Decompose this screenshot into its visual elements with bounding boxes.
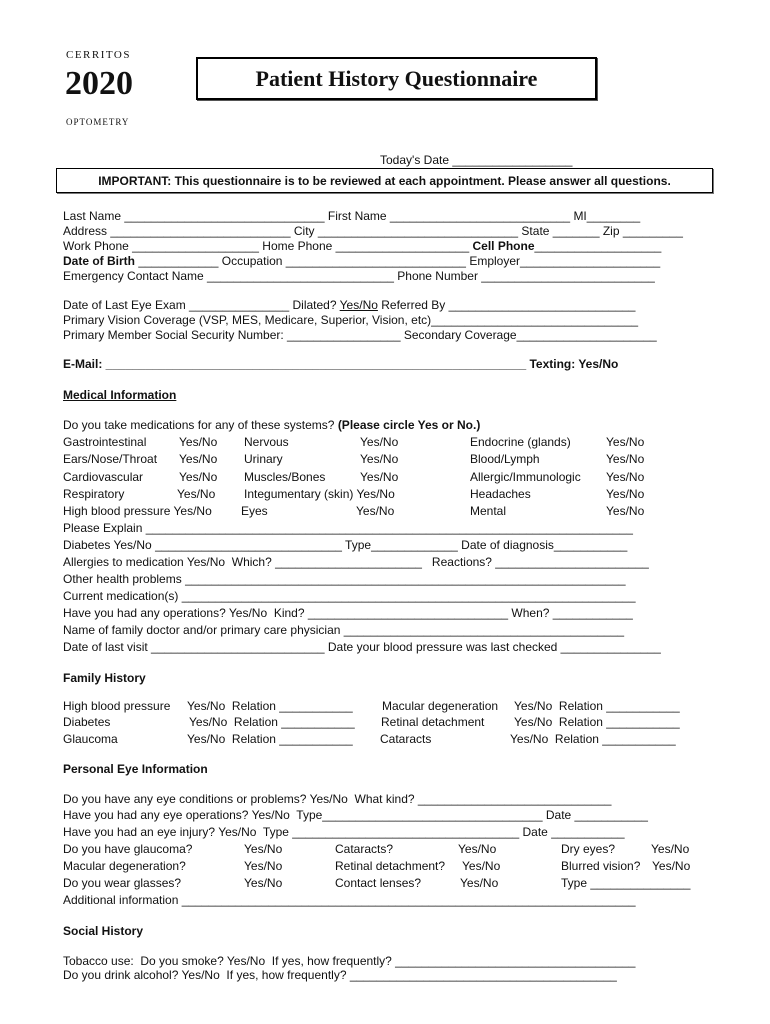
medical-yes-no[interactable]: Yes/No — [177, 487, 216, 501]
phone-label: Work Phone ___________________ Home Phone ____________________ — [63, 239, 473, 253]
eye-question-label[interactable]: Type _______________ — [561, 876, 691, 890]
medical-yes-no[interactable]: Yes/No — [606, 452, 645, 466]
medical-yes-no[interactable]: Yes/No — [606, 504, 645, 518]
medical-system-label: Gastrointestinal — [63, 435, 147, 449]
family-condition-label: Macular degeneration — [382, 699, 499, 713]
eye-exam-line[interactable] — [63, 298, 635, 312]
medical-system-label: Nervous — [244, 435, 289, 449]
medications-question — [63, 418, 480, 432]
eye-conditions-line[interactable]: Do you have any eye conditions or problems? Yes/No What kind? _____________________________ — [63, 792, 612, 806]
family-yes-no-relation[interactable]: Yes/No Relation ___________ — [510, 732, 676, 746]
medical-system-label: Cardiovascular — [63, 470, 144, 484]
medical-system-label: Muscles/Bones — [244, 470, 326, 484]
medical-yes-no[interactable]: Yes/No — [606, 487, 645, 501]
todays-date-field[interactable]: Today's Date __________________ — [380, 153, 573, 167]
title-box — [196, 57, 597, 100]
alcohol-line[interactable]: Do you drink alcohol? Yes/No If yes, how frequently? ________________________________________ — [63, 968, 617, 982]
explain-line[interactable]: Please Explain _________________________________________________________________________ — [63, 521, 633, 535]
eye-question-label: Do you have glaucoma? — [63, 842, 193, 856]
medical-system-label: Eyes — [241, 504, 268, 518]
other-problems-line[interactable]: Other health problems __________________________________________________________________ — [63, 572, 626, 586]
additional-info-line[interactable]: Additional information ____________________________________________________________________ — [63, 893, 636, 907]
medical-yes-no[interactable]: Yes/No — [360, 435, 399, 449]
cell-phone-field[interactable]: ___________________ — [534, 239, 662, 253]
last-exam-label: Date of Last Eye Exam _______________ Dilated? — [63, 298, 340, 312]
emergency-contact-line[interactable]: Emergency Contact Name ____________________________ Phone Number __________________________ — [63, 269, 655, 283]
dilated-yes-no[interactable]: Yes/No — [339, 298, 378, 312]
family-condition-label: Diabetes — [63, 715, 111, 729]
medical-system-label: Respiratory — [63, 487, 125, 501]
eye-question-label: Retinal detachment? — [335, 859, 446, 873]
medications-instruction: (Please circle Yes or No.) — [337, 418, 481, 432]
medical-yes-no[interactable]: Yes/No — [179, 470, 218, 484]
vision-coverage-line[interactable]: Primary Vision Coverage (VSP, MES, Medicare, Superior, Vision, etc)_______________________________ — [63, 313, 639, 327]
medications-question-text: Do you take medications for any of these systems? — [63, 418, 338, 432]
important-text: IMPORTANT: This questionnaire is to be reviewed at each appointment. Please answer all questions. — [98, 173, 671, 188]
referred-by-field[interactable]: Referred By ____________________________ — [377, 298, 636, 312]
logo-number: 2020 — [65, 65, 133, 102]
eye-question-label: Macular degeneration? — [63, 859, 186, 873]
address-line[interactable]: Address ___________________________ City ______________________________ State _______ Zip _________ — [63, 224, 683, 238]
eye-yes-no[interactable]: Yes/No — [244, 876, 283, 890]
medical-system-label: High blood pressure Yes/No — [63, 504, 212, 518]
family-doctor-line[interactable]: Name of family doctor and/or primary care physician __________________________________________ — [63, 623, 625, 637]
medical-yes-no[interactable]: Yes/No — [360, 452, 399, 466]
medical-yes-no[interactable]: Yes/No — [606, 435, 645, 449]
eye-yes-no[interactable]: Yes/No — [460, 876, 499, 890]
page-title: Patient History Questionnaire — [255, 65, 538, 91]
medical-yes-no[interactable]: Yes/No — [179, 435, 218, 449]
medical-system-label: Mental — [470, 504, 507, 518]
eye-question-label: Contact lenses? — [335, 876, 422, 890]
name-line[interactable]: Last Name ______________________________ First Name ___________________________ MI________ — [63, 209, 641, 223]
family-condition-label: Cataracts — [380, 732, 432, 746]
eye-question-label: Blurred vision? — [561, 859, 641, 873]
medical-yes-no[interactable]: Yes/No — [360, 470, 399, 484]
logo-optometry-text: OPTOMETRY — [66, 117, 130, 127]
eye-operations-line[interactable]: Have you had any eye operations? Yes/No Type_________________________________ Date ___________ — [63, 808, 648, 822]
family-yes-no-relation[interactable]: Yes/No Relation ___________ — [514, 715, 680, 729]
medical-system-label: Endocrine (glands) — [470, 435, 571, 449]
current-medications-line[interactable]: Current medication(s) ____________________________________________________________________ — [63, 589, 636, 603]
dob-occupation-fields[interactable]: ____________ Occupation ___________________________ Employer_____________________ — [135, 254, 661, 268]
eye-yes-no[interactable]: Yes/No — [458, 842, 497, 856]
tobacco-line[interactable]: Tobacco use: Do you smoke? Yes/No If yes, how frequently? ____________________________________ — [63, 954, 636, 968]
dob-label: Date of Birth — [63, 254, 135, 268]
medical-yes-no[interactable]: Yes/No — [179, 452, 218, 466]
diabetes-line[interactable]: Diabetes Yes/No ____________________________ Type_____________ Date of diagnosis___________ — [63, 538, 628, 552]
family-heading: Family History — [63, 671, 146, 685]
eye-question-label: Dry eyes? — [561, 842, 616, 856]
medical-system-label: Headaches — [470, 487, 531, 501]
family-yes-no-relation[interactable]: Yes/No Relation ___________ — [187, 699, 353, 713]
medical-system-label: Integumentary (skin) Yes/No — [244, 487, 395, 501]
family-condition-label: Glaucoma — [63, 732, 118, 746]
eye-yes-no[interactable]: Yes/No — [244, 859, 283, 873]
eye-yes-no[interactable]: Yes/No — [244, 842, 283, 856]
medical-yes-no[interactable]: Yes/No — [606, 470, 645, 484]
logo-2020-mark — [63, 60, 133, 120]
medical-yes-no[interactable]: Yes/No — [356, 504, 395, 518]
social-heading: Social History — [63, 924, 144, 938]
logo-cerritos-text: CERRITOS — [66, 49, 131, 61]
eye-yes-no[interactable]: Yes/No — [651, 842, 690, 856]
medical-system-label: Urinary — [244, 452, 283, 466]
email-line[interactable]: E-Mail: _______________________________________________________________ Texting: Yes/No — [63, 357, 619, 371]
family-yes-no-relation[interactable]: Yes/No Relation ___________ — [514, 699, 680, 713]
operations-line[interactable]: Have you had any operations? Yes/No Kind? ______________________________ When? ____________ — [63, 606, 633, 620]
family-yes-no-relation[interactable]: Yes/No Relation ___________ — [187, 732, 353, 746]
last-visit-line[interactable]: Date of last visit __________________________ Date your blood pressure was last checked _______________ — [63, 640, 661, 654]
ssn-line[interactable]: Primary Member Social Security Number: _________________ Secondary Coverage_____________________ — [63, 328, 657, 342]
family-condition-label: Retinal detachment — [381, 715, 485, 729]
cell-phone-label: Cell Phone — [472, 239, 535, 253]
eye-yes-no[interactable]: Yes/No — [652, 859, 691, 873]
personal-heading: Personal Eye Information — [63, 762, 208, 776]
medical-system-label: Blood/Lymph — [470, 452, 540, 466]
medical-system-label: Allergic/Immunologic — [470, 470, 581, 484]
eye-injury-line[interactable]: Have you had an eye injury? Yes/No Type __________________________________ Date ___________ — [63, 825, 625, 839]
medical-heading: Medical Information — [63, 388, 177, 402]
family-yes-no-relation[interactable]: Yes/No Relation ___________ — [189, 715, 355, 729]
eye-yes-no[interactable]: Yes/No — [462, 859, 501, 873]
phone-line[interactable] — [63, 239, 661, 253]
medical-system-label: Ears/Nose/Throat — [63, 452, 158, 466]
eye-question-label: Cataracts? — [335, 842, 394, 856]
birth-line[interactable] — [63, 254, 660, 268]
eye-question-label: Do you wear glasses? — [63, 876, 182, 890]
family-condition-label: High blood pressure — [63, 699, 171, 713]
allergies-line[interactable]: Allergies to medication Yes/No Which? ______________________ Reactions? _______________________ — [63, 555, 649, 569]
important-notice — [56, 168, 713, 193]
